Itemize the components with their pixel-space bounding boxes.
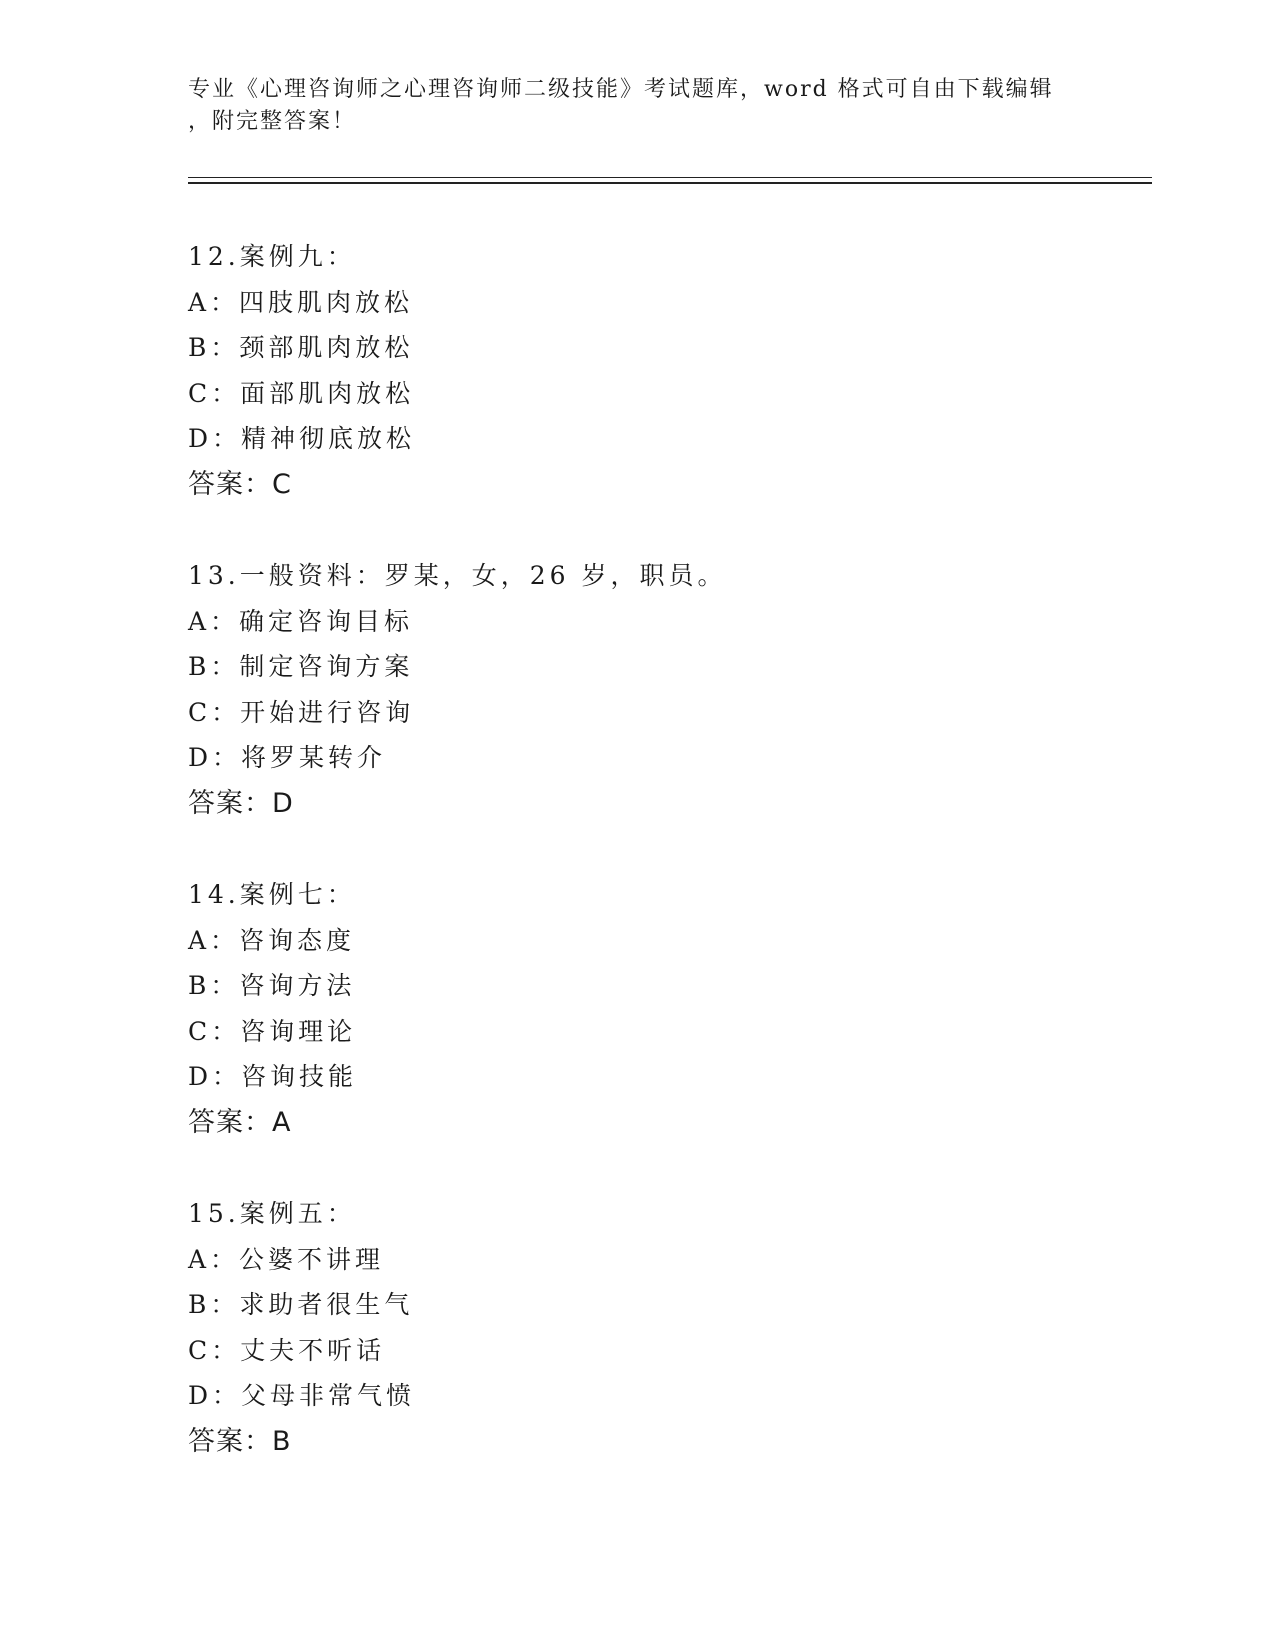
option-b: B：制定咨询方案 [188,652,414,681]
answer-text: 答案：C [188,468,292,500]
option-d: D：父母非常气愤 [188,1381,416,1410]
option-b: B：颈部肌肉放松 [188,333,414,362]
answer-text: 答案：D [188,787,294,819]
option-c: C：咨询理论 [188,1016,357,1046]
option-a: A：咨询态度 [188,925,356,955]
answer-text: 答案：A [188,1106,292,1138]
header-line-2: ，附完整答案！ [188,109,357,134]
option-d: D：将罗某转介 [188,743,387,772]
question-block [188,234,1088,507]
header-divider-thick [188,182,1152,184]
option-a: A：确定咨询目标 [188,606,414,636]
option-c: C：开始进行咨询 [188,697,415,727]
question-block [188,553,1088,826]
option-c: C：面部肌肉放松 [188,378,415,408]
question-title: 15.案例五： [188,1199,356,1228]
header-line-1: 专业《心理咨询师之心理咨询师二级技能》考试题库，word 格式可自由下载编辑 [188,77,1054,102]
option-a: A：公婆不讲理 [188,1244,385,1274]
document-header [188,74,1088,138]
option-d: D：咨询技能 [188,1062,358,1091]
answer-text: 答案：B [188,1425,292,1457]
option-d: D：精神彻底放松 [188,424,416,453]
option-b: B：求助者很生气 [188,1290,414,1319]
question-block [188,872,1088,1145]
question-title: 14.案例七： [188,880,356,909]
question-title: 13.一般资料：罗某，女，26 岁，职员。 [188,561,727,590]
option-c: C：丈夫不听话 [188,1335,386,1365]
question-title: 12.案例九： [188,242,356,271]
header-divider-thin [188,177,1152,178]
option-a: A：四肢肌肉放松 [188,287,414,317]
question-block [188,1191,1088,1464]
option-b: B：咨询方法 [188,971,356,1000]
